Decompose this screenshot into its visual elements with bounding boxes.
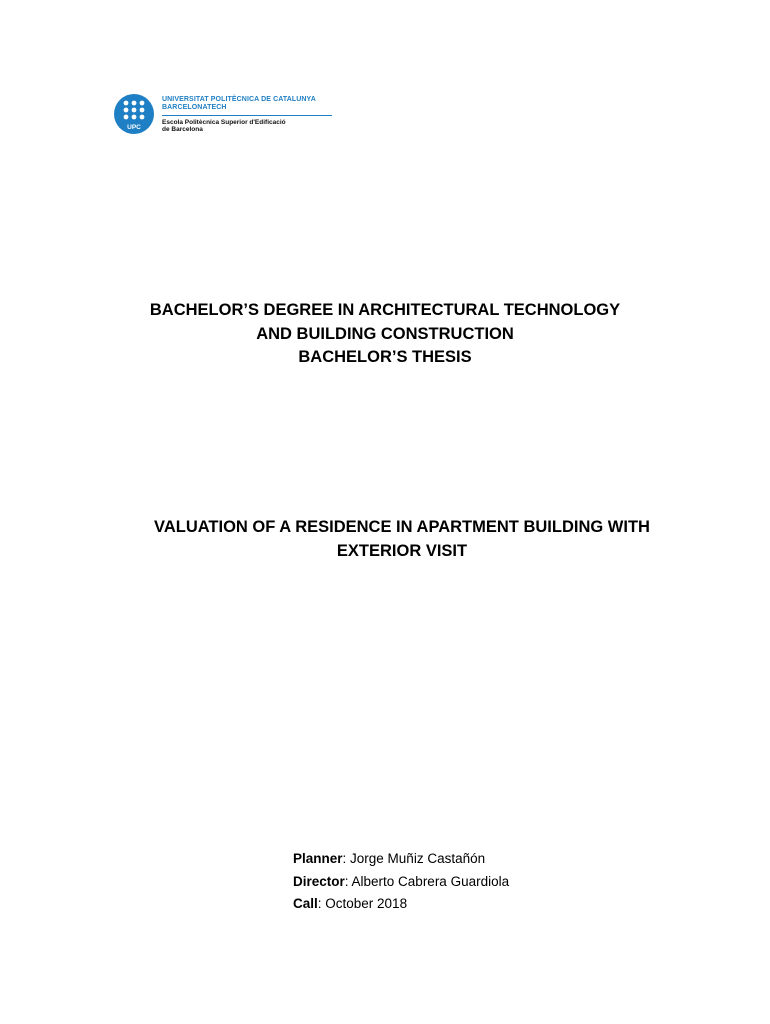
director-value: : Alberto Cabrera Guardiola — [344, 873, 510, 889]
director-row — [293, 871, 509, 894]
director-label: Director — [293, 873, 345, 889]
planner-value: : Jorge Muñiz Castañón — [342, 851, 486, 866]
call-label: Call — [293, 896, 318, 911]
university-name: UNIVERSITAT POLITÈCNICA DE CATALUNYA — [162, 96, 316, 103]
school-city: de Barcelona — [162, 126, 203, 133]
degree-line-1: BACHELOR’S DEGREE IN ARCHITECTURAL TECHNOLOGY — [149, 301, 621, 319]
thesis-title-line-2: EXTERIOR VISIT — [336, 541, 468, 560]
university-tagline: BARCELONATECH — [162, 104, 227, 111]
planner-label: Planner — [293, 851, 343, 866]
degree-heading — [0, 299, 770, 370]
credits-block — [293, 848, 509, 916]
call-row — [293, 893, 509, 916]
degree-line-2: AND BUILDING CONSTRUCTION — [256, 324, 514, 343]
thesis-title-line-1: VALUATION OF A RESIDENCE IN APARTMENT BUILDING WITH — [154, 518, 650, 536]
logo-divider — [162, 115, 332, 116]
degree-line-3: BACHELOR’S THESIS — [298, 348, 472, 366]
call-value: : October 2018 — [317, 896, 408, 911]
university-logo — [114, 94, 334, 138]
logo-text-group — [162, 96, 334, 133]
logo-mark-text: UPC — [127, 124, 141, 131]
thesis-title — [0, 516, 770, 563]
planner-row — [293, 848, 509, 871]
upc-emblem-icon — [114, 94, 154, 134]
school-name: Escola Politècnica Superior d'Edificació — [162, 119, 286, 126]
